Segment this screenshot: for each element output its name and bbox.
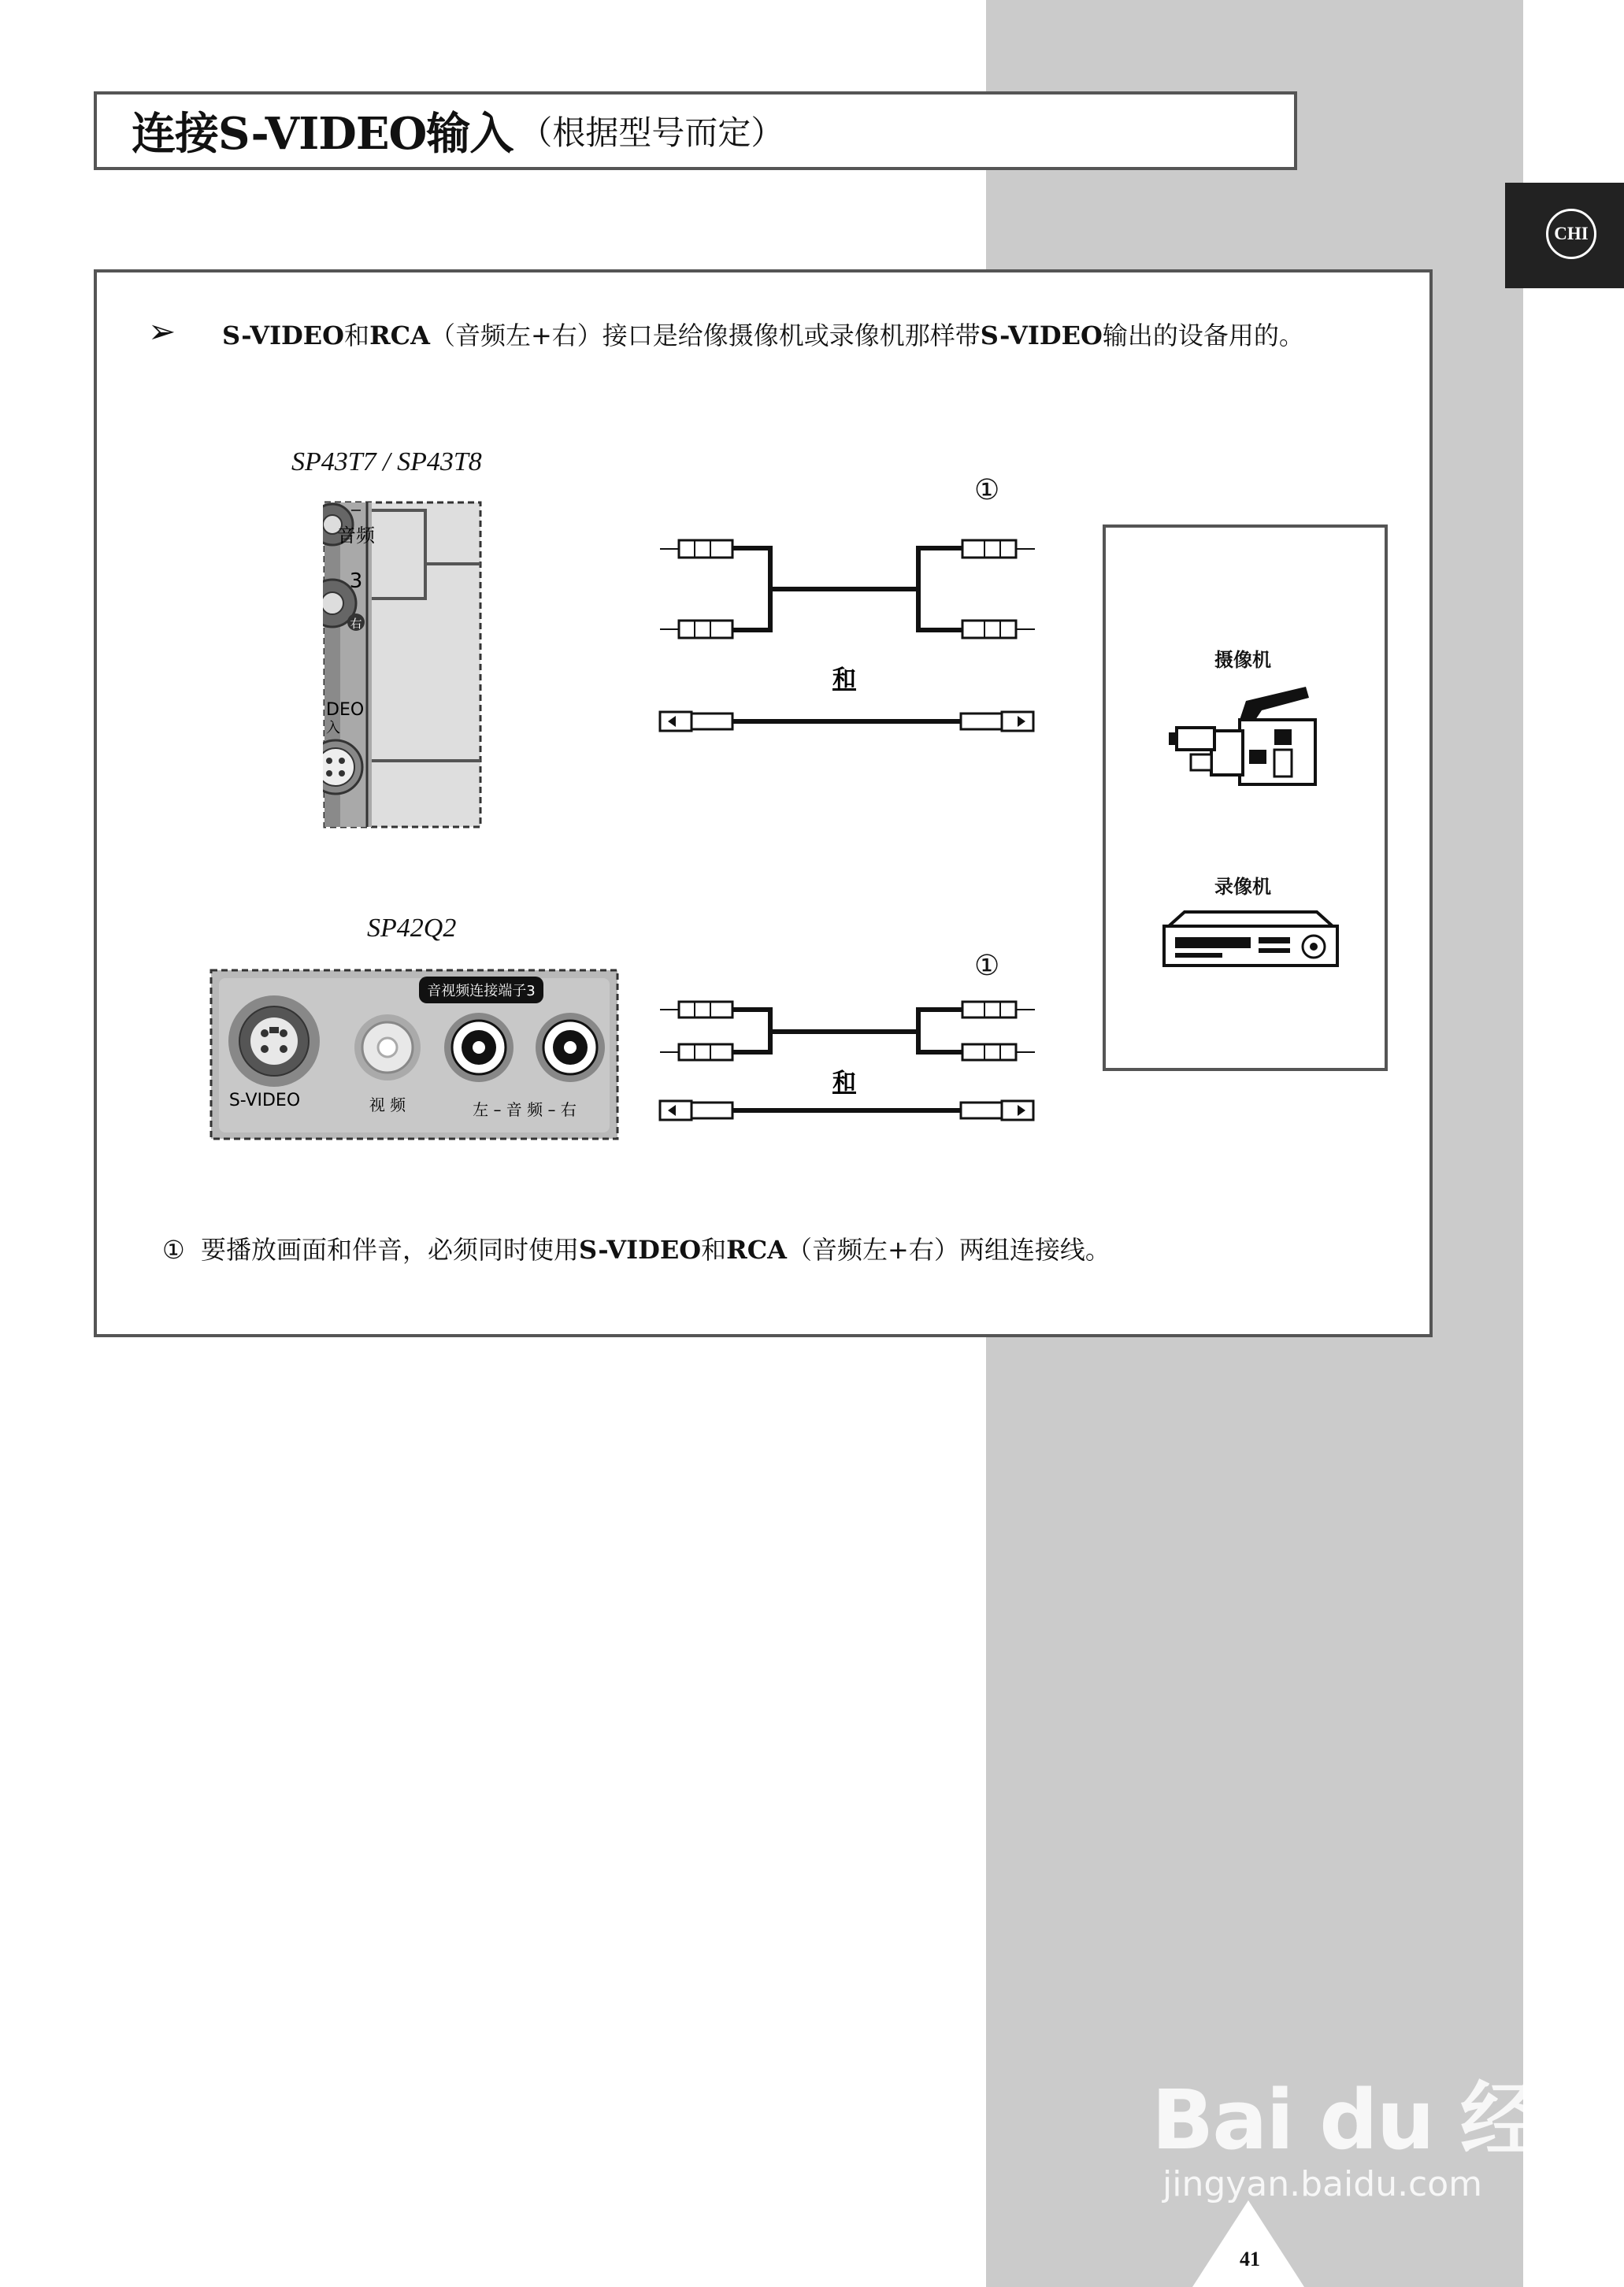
intro-svideo: S-VIDEO: [222, 321, 345, 350]
page-subtitle: （根据型号而定）: [519, 113, 784, 152]
jack-right-label: 右: [350, 617, 362, 631]
intro-rca: RCA: [369, 321, 430, 350]
intro-mid: （音频左+右）接口是给像摄像机或录像机那样带: [429, 321, 981, 350]
camcorder-label: 摄像机: [1214, 649, 1271, 671]
language-badge: CHI: [1546, 209, 1596, 259]
svideo-jack-label: S-VIDEO: [228, 1091, 301, 1110]
arrow-bullet-icon: ➢: [148, 312, 176, 350]
page-title: 连接S-VIDEO输入: [132, 108, 514, 160]
jack-audio-label: 音频: [337, 524, 375, 547]
intro-svideo-2: S-VIDEO: [980, 321, 1103, 350]
jack-panel-1: [323, 501, 482, 828]
jack-video-label: DEO: [326, 700, 365, 720]
vcr-label: 录像机: [1214, 876, 1271, 898]
and-label-1: 和: [832, 665, 856, 693]
note-mark-2: ①: [974, 950, 1000, 982]
note-mark-1: ①: [974, 474, 1000, 506]
page-number: 41: [1240, 2248, 1260, 2270]
jack-audio-num: 3: [349, 569, 363, 593]
and-label-2: 和: [832, 1069, 856, 1096]
footnote: [162, 1230, 1110, 1266]
video-jack-label: 视 频: [369, 1095, 406, 1114]
watermark-url: jingyan.baidu.com: [1162, 2164, 1483, 2204]
camcorder-icon: [1167, 684, 1325, 788]
jack-panel-2: [209, 969, 619, 1140]
intro-end: 输出的设备用的。: [1102, 321, 1304, 350]
footnote-mark: ①: [162, 1235, 185, 1265]
vcr-icon: [1159, 909, 1342, 970]
intro-paragraph: [222, 315, 1380, 356]
footnote-post: （音频左+右）两组连接线。: [787, 1235, 1110, 1265]
footnote-and: 和: [701, 1235, 727, 1265]
audio-jack-label: 左 – 音 频 – 右: [473, 1100, 577, 1119]
page-title-box: [94, 91, 1297, 170]
page-number-tab: [1192, 2200, 1304, 2287]
device-box: [1103, 524, 1388, 1071]
watermark-logo: Bai du 经验: [1151, 2072, 1621, 2168]
terminal-label: 音视频连接端子3: [427, 983, 536, 999]
model-label-1: SP43T7 / SP43T8: [291, 447, 482, 476]
footnote-pre: 要播放画面和伴音，必须同时使用: [201, 1235, 580, 1265]
jack-in-label: 入: [326, 720, 340, 736]
footnote-rca: RCA: [726, 1235, 787, 1265]
cable-diagram-2: [654, 994, 1041, 1132]
cable-diagram-1: [654, 529, 1041, 742]
footnote-svideo: S-VIDEO: [579, 1235, 702, 1265]
intro-and: 和: [344, 321, 370, 350]
model-label-2: SP42Q2: [367, 914, 457, 943]
